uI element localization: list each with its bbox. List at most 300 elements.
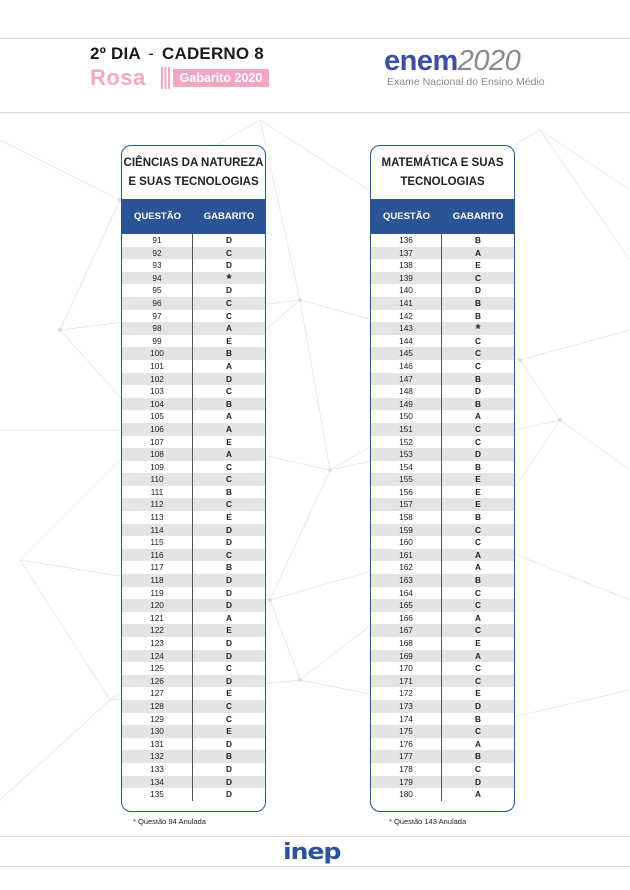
table-row [122,297,265,310]
question-number: 117 [122,561,193,574]
answer-letter: * [475,321,481,337]
answer-letter: E [226,625,232,636]
table-row [122,461,265,474]
question-number: 100 [122,347,193,360]
table-row [122,700,265,713]
question-number: 97 [122,310,193,323]
table-row [371,561,514,574]
question-number: 132 [122,750,193,763]
answer-letter: C [475,587,481,598]
answer-letter: C [475,524,481,535]
table-row [371,662,514,675]
question-number: 148 [371,385,442,398]
question-number: 168 [371,637,442,650]
answer-letter: B [226,398,232,409]
question-number: 159 [371,524,442,537]
table-row [122,247,265,260]
answer-letter: A [226,423,232,434]
table-row [122,398,265,411]
answer-letter: D [475,386,481,397]
answer-letter: A [475,562,481,573]
answer-letter: A [475,247,481,258]
answer-letter: D [226,638,232,648]
table-row [371,322,514,335]
question-number: 125 [122,662,193,675]
table-row [122,750,265,763]
answer-letter: B [226,751,232,762]
column-answer: GABARITO [452,211,504,222]
answer-letter: A [475,738,481,749]
table-row [371,536,514,549]
question-number: 152 [371,436,442,449]
annulled-note: * Questão 94 Anulada [133,817,206,826]
answer-letter: A [475,549,481,560]
answer-letter: D [226,537,232,548]
answer-panel-matematica [370,145,515,812]
answer-letter: B [226,486,232,497]
table-row [122,259,265,272]
column-question: QUESTÃO [383,211,430,222]
table-row [122,650,265,663]
answer-letter: E [226,688,232,699]
panel-title [371,146,514,199]
answer-letter: B [226,348,232,359]
answer-letter: C [226,713,232,724]
answer-letter: C [226,461,232,472]
question-number: 146 [371,360,442,373]
table-row [371,725,514,738]
question-number: 96 [122,297,193,310]
question-number: 173 [371,700,442,713]
table-row [122,360,265,373]
question-number: 161 [371,549,442,562]
panel-title-line2: TECNOLOGIAS [400,176,485,188]
table-row [122,788,265,801]
answer-letter: D [226,650,232,661]
question-number: 144 [371,335,442,348]
answer-letter: C [475,423,481,434]
table-row [122,574,265,587]
question-number: 128 [122,700,193,713]
panel-title-line1: CIÊNCIAS DA NATUREZA [123,157,264,169]
answer-letter: E [226,436,232,447]
answer-letter: C [475,675,481,686]
question-number: 176 [371,738,442,751]
answer-rows [371,234,514,801]
question-number: 91 [122,234,193,247]
question-number: 133 [122,763,193,776]
table-row [371,574,514,587]
question-number: 101 [122,360,193,373]
answer-letter: C [226,247,232,258]
answer-letter: D [226,235,232,245]
table-row [371,687,514,700]
table-row [122,373,265,386]
question-number: 167 [371,624,442,637]
table-row [122,511,265,524]
answer-letter: D [226,675,232,686]
question-number: 130 [122,725,193,738]
table-row [371,436,514,449]
answer-letter: A [475,612,481,623]
question-number: 131 [122,738,193,751]
answer-letter: C [475,348,481,359]
answer-letter: C [475,436,481,447]
question-number: 145 [371,347,442,360]
question-number: 137 [371,247,442,260]
answer-letter: B [475,310,481,321]
answer-letter: A [475,650,481,661]
table-row [122,486,265,499]
table-row [122,637,265,650]
panel-title-line2: E SUAS TECNOLOGIAS [128,176,259,188]
table-row [122,675,265,688]
table-row [122,599,265,612]
answer-letter: B [475,297,481,308]
answer-letter: E [226,335,232,346]
annulled-note: * Questão 143 Anulada [389,817,467,826]
question-number: 118 [122,574,193,587]
answer-letter: C [226,310,232,321]
table-row [122,763,265,776]
question-number: 98 [122,322,193,335]
table-row [122,549,265,562]
color-stripes [161,67,171,89]
question-number: 174 [371,713,442,726]
answer-letter: D [226,600,232,611]
question-number: 122 [122,624,193,637]
booklet-title [90,44,264,64]
question-number: 110 [122,473,193,486]
table-row [122,524,265,537]
answer-letter: C [226,386,232,397]
question-number: 114 [122,524,193,537]
column-header [371,199,514,234]
day-title: 2º DIA [90,44,141,63]
table-row [371,612,514,625]
table-row [122,310,265,323]
table-row [371,675,514,688]
table-row [122,284,265,297]
answer-panel-natureza [121,145,266,812]
gabarito-badge: Gabarito 2020 [173,69,269,87]
question-number: 151 [371,423,442,436]
answer-letter: E [475,638,481,648]
table-row [371,650,514,663]
table-row [371,511,514,524]
question-number: 170 [371,662,442,675]
question-number: 139 [371,272,442,285]
answer-letter: B [475,713,481,724]
title-separator: - [148,44,155,63]
question-number: 105 [122,410,193,423]
question-number: 153 [371,448,442,461]
question-number: 157 [371,498,442,511]
question-number: 143 [371,322,442,335]
table-row [371,498,514,511]
question-number: 121 [122,612,193,625]
question-number: 127 [122,687,193,700]
question-number: 116 [122,549,193,562]
answer-letter: D [475,776,481,787]
booklet-header [90,44,264,91]
table-row [122,385,265,398]
question-number: 160 [371,536,442,549]
answer-letter: C [475,625,481,636]
answer-letter: B [475,235,481,245]
answer-letter: B [475,512,481,523]
table-row [122,423,265,436]
table-row [122,498,265,511]
answer-letter: * [226,270,232,286]
question-number: 134 [122,776,193,789]
answer-letter: B [475,461,481,472]
answer-letter: B [226,562,232,573]
top-rule [0,38,630,39]
table-row [122,448,265,461]
booklet-number: CADERNO 8 [161,44,264,63]
answer-letter: A [226,360,232,371]
answer-rows [122,234,265,801]
question-number: 150 [371,410,442,423]
panel-title-line1: MATEMÁTICA E SUAS [381,157,504,169]
answer-letter: C [475,663,481,674]
question-number: 169 [371,650,442,663]
table-row [122,612,265,625]
question-number: 108 [122,448,193,461]
table-row [371,385,514,398]
question-number: 154 [371,461,442,474]
table-row [371,259,514,272]
table-row [122,687,265,700]
table-row [371,599,514,612]
answer-letter: C [226,297,232,308]
answer-letter: A [475,411,481,422]
question-number: 95 [122,284,193,297]
question-number: 136 [371,234,442,247]
inep-logo: inep [283,840,341,865]
table-row [371,448,514,461]
answer-letter: D [226,587,232,598]
question-number: 123 [122,637,193,650]
footer-rule-bottom [0,866,630,867]
question-number: 135 [122,788,193,801]
question-number: 107 [122,436,193,449]
table-row [371,624,514,637]
question-number: 111 [122,486,193,499]
question-number: 115 [122,536,193,549]
question-number: 92 [122,247,193,260]
answer-letter: E [226,726,232,737]
answer-letter: D [226,789,232,800]
answer-letter: C [226,474,232,485]
question-number: 179 [371,776,442,789]
answer-letter: E [226,512,232,523]
answer-letter: B [475,751,481,762]
answer-letter: C [475,600,481,611]
header-rule [0,112,630,113]
question-number: 104 [122,398,193,411]
table-row [122,347,265,360]
answer-letter: D [475,449,481,460]
enem-logo [384,46,545,88]
answer-letter: C [475,272,481,283]
question-number: 175 [371,725,442,738]
answer-letter: C [226,499,232,510]
table-row [371,272,514,285]
table-row [122,234,265,247]
question-number: 94 [122,272,193,285]
answer-letter: C [475,335,481,346]
question-number: 102 [122,373,193,386]
question-number: 166 [371,612,442,625]
question-number: 149 [371,398,442,411]
answer-letter: C [475,360,481,371]
answer-letter: A [226,449,232,460]
answer-letter: A [226,612,232,623]
answer-letter: E [475,499,481,510]
question-number: 142 [371,310,442,323]
question-number: 158 [371,511,442,524]
answer-letter: B [475,575,481,586]
answer-letter: A [226,411,232,422]
column-header [122,199,265,234]
question-number: 171 [371,675,442,688]
answer-letter: C [226,663,232,674]
answer-letter: D [226,776,232,787]
answer-letter: E [475,486,481,497]
table-row [371,473,514,486]
question-number: 141 [371,297,442,310]
table-row [371,549,514,562]
table-row [371,398,514,411]
table-row [371,360,514,373]
question-number: 162 [371,561,442,574]
question-number: 103 [122,385,193,398]
answer-letter: D [226,285,232,296]
table-row [122,436,265,449]
table-row [371,486,514,499]
color-line [90,67,264,91]
question-number: 140 [371,284,442,297]
question-number: 165 [371,599,442,612]
table-row [122,713,265,726]
footer-rule-top [0,836,630,837]
answer-letter: D [226,738,232,749]
table-row [371,713,514,726]
question-number: 156 [371,486,442,499]
table-row [122,410,265,423]
table-row [122,776,265,789]
answer-letter: C [475,763,481,774]
question-number: 178 [371,763,442,776]
question-number: 129 [122,713,193,726]
table-row [371,373,514,386]
answer-letter: C [226,700,232,711]
column-answer: GABARITO [203,211,255,222]
table-row [371,247,514,260]
answer-letter: D [475,285,481,296]
table-row [122,587,265,600]
question-number: 113 [122,511,193,524]
answer-letter: B [475,398,481,409]
answer-letter: A [475,789,481,800]
table-row [122,561,265,574]
table-row [371,788,514,801]
panel-title [122,146,265,199]
table-row [371,750,514,763]
question-number: 172 [371,687,442,700]
question-number: 180 [371,788,442,801]
answer-letter: C [226,549,232,560]
table-row [371,524,514,537]
answer-letter: D [226,575,232,586]
table-row [371,637,514,650]
question-number: 164 [371,587,442,600]
table-row [122,473,265,486]
answer-letter: D [226,763,232,774]
table-row [371,738,514,751]
question-number: 163 [371,574,442,587]
question-number: 99 [122,335,193,348]
table-row [122,624,265,637]
table-row [122,272,265,285]
answer-letter: B [475,373,481,384]
enem-year: 2020 [457,45,521,77]
question-number: 126 [122,675,193,688]
table-row [122,725,265,738]
table-row [371,297,514,310]
question-number: 93 [122,259,193,272]
table-row [371,410,514,423]
question-number: 120 [122,599,193,612]
table-row [371,461,514,474]
table-row [371,587,514,600]
question-number: 112 [122,498,193,511]
question-number: 155 [371,473,442,486]
answer-letter: D [475,700,481,711]
table-row [122,536,265,549]
answer-letter: D [226,260,232,271]
table-row [371,234,514,247]
column-question: QUESTÃO [134,211,181,222]
answer-letter: D [226,373,232,384]
answer-letter: E [475,474,481,485]
table-row [371,700,514,713]
question-number: 109 [122,461,193,474]
question-number: 147 [371,373,442,386]
table-row [371,310,514,323]
answer-letter: E [475,260,481,271]
enem-word: enem [384,45,458,77]
answer-letter: D [226,524,232,535]
table-row [371,776,514,789]
table-row [122,322,265,335]
answer-letter: E [475,688,481,699]
question-number: 138 [371,259,442,272]
question-number: 106 [122,423,193,436]
table-row [122,335,265,348]
question-number: 124 [122,650,193,663]
table-row [122,662,265,675]
table-row [122,738,265,751]
table-row [371,284,514,297]
color-name: Rosa [90,65,146,90]
question-number: 177 [371,750,442,763]
answer-letter: A [226,323,232,334]
table-row [371,763,514,776]
answer-letter: C [475,726,481,737]
